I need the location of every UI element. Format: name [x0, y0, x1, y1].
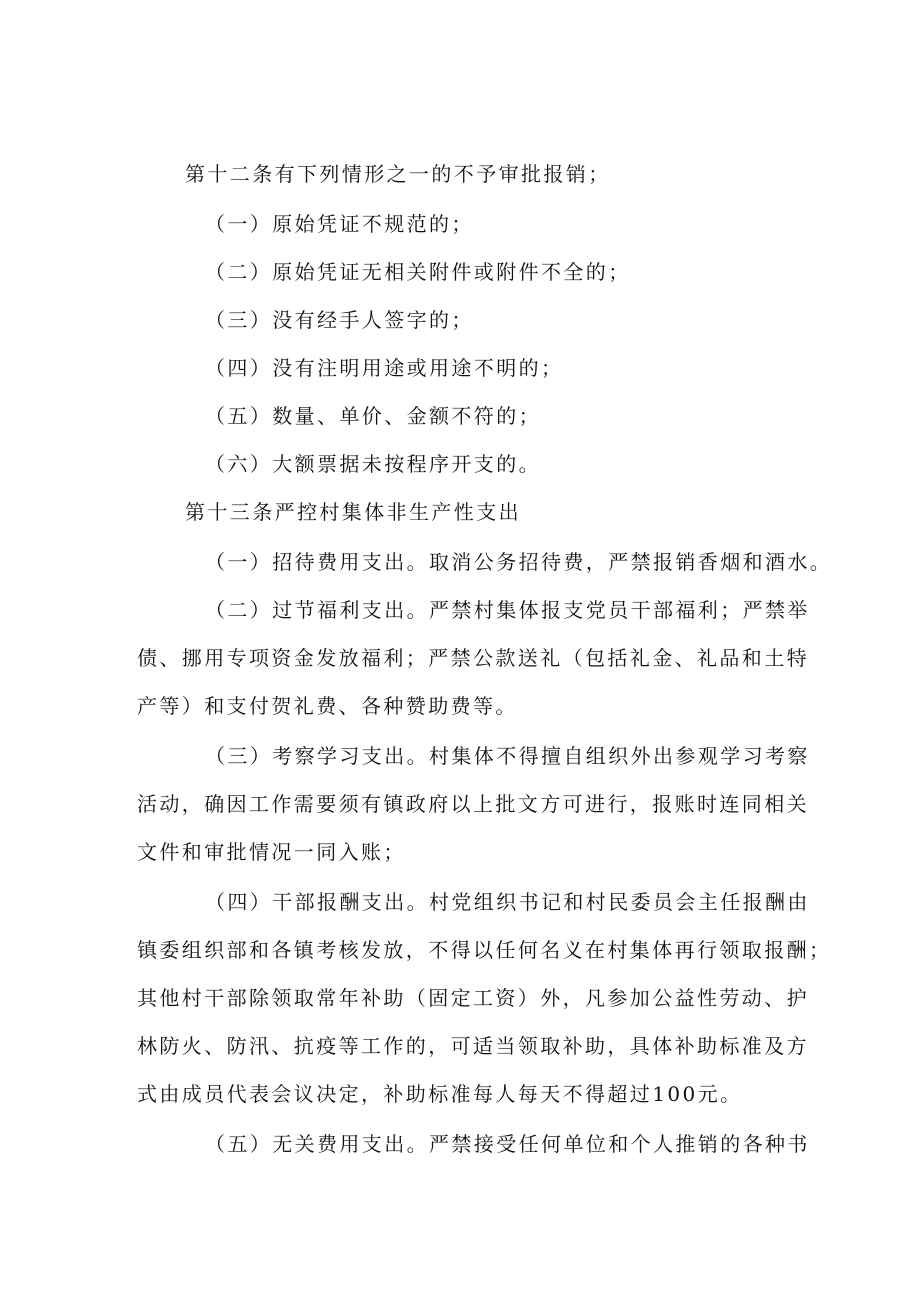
- article-12-heading: 第十二条有下列情形之一的不予审批报销；: [185, 162, 611, 186]
- article-13-item-3-line-2: 活动，确因工作需要须有镇政府以上批文方可进行，报账时连同相关: [137, 792, 809, 816]
- article-13-item-5-line-1: （五）无关费用支出。严禁接受任何单位和个人推销的各种书: [205, 1132, 810, 1156]
- article-13-item-4-line-1: （四）干部报酬支出。村党组织书记和村民委员会主任报酬由: [205, 890, 810, 914]
- article-12-item-3: （三）没有经手人签字的；: [205, 308, 474, 332]
- article-12-item-5: （五）数量、单价、金额不符的；: [205, 404, 541, 428]
- article-13-item-3-line-1: （三）考察学习支出。村集体不得擅自组织外出参观学习考察: [205, 744, 810, 768]
- article-13-item-2-line-1: （二）过节福利支出。严禁村集体报支党员干部福利；严禁举: [205, 598, 810, 622]
- article-13-item-1: （一）招待费用支出。取消公务招待费，严禁报销香烟和酒水。: [205, 550, 833, 574]
- document-body: [137, 155, 833, 1163]
- article-13-heading: 第十三条严控村集体非生产性支出: [185, 500, 521, 524]
- article-13-item-2-line-3: 产等）和支付贺礼费、各种赞助费等。: [137, 694, 518, 718]
- article-13-item-4-line-3: 其他村干部除领取常年补助（固定工资）外，凡参加公益性劳动、护: [137, 986, 809, 1010]
- article-12-item-1: （一）原始凭证不规范的；: [205, 212, 474, 236]
- article-12-item-6: （六）大额票据未按程序开支的。: [205, 452, 541, 476]
- article-12-item-4: （四）没有注明用途或用途不明的；: [205, 356, 564, 380]
- article-12-item-2: （二）原始凭证无相关附件或附件不全的；: [205, 260, 631, 284]
- article-13-item-4-line-5: 式由成员代表会议决定，补助标准每人每天不得超过100元。: [137, 1082, 743, 1106]
- article-13-item-4-line-4: 林防火、防汛、抗疫等工作的，可适当领取补助，具体补助标准及方: [137, 1034, 809, 1058]
- article-13-item-3-line-3: 文件和审批情况一同入账；: [137, 840, 406, 864]
- article-13-item-4-line-2: 镇委组织部和各镇考核发放，不得以任何名义在村集体再行领取报酬；: [137, 938, 832, 962]
- article-13-item-2-line-2: 债、挪用专项资金发放福利；严禁公款送礼（包括礼金、礼品和土特: [137, 646, 809, 670]
